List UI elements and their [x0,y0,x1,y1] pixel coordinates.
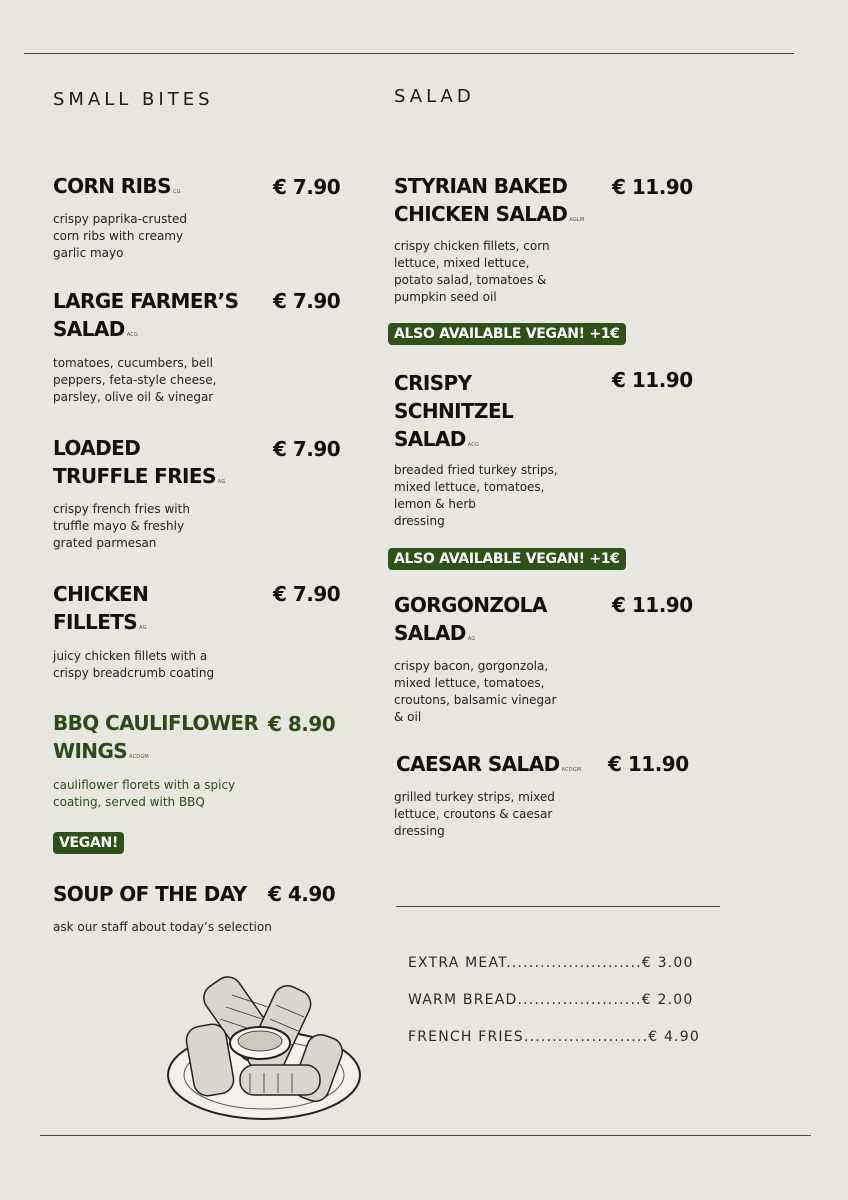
extra-item-meat: EXTRA MEAT........................€ 3.00 [408,955,694,971]
allergen-code: AGLM [569,217,585,223]
extras-divider [396,906,720,907]
price-caesar-salad: € 11.90 [608,752,689,776]
item-name-bbq-cauliflower-wings: BBQ CAULIFLOWER WINGS ACDGM [53,711,259,763]
item-name-loaded-truffle-fries: LOADED TRUFFLE FRIES AG [53,436,226,488]
item-name-large-farmers-salad: LARGE FARMER’S SALAD ACG [53,289,239,341]
vegan-option-badge: ALSO AVAILABLE VEGAN! +1€ [388,323,626,345]
item-name-corn-ribs: CORN RIBS CG [53,174,181,198]
vegan-badge: VEGAN! [53,832,124,854]
allergen-code: AG [217,479,226,485]
allergen-code: ACDGM [561,767,582,773]
price-bbq-cauliflower-wings: € 8.90 [268,712,336,736]
price-gorgonzola-salad: € 11.90 [612,593,693,617]
allergen-code: ACG [126,332,139,338]
desc-chicken-fillets: juicy chicken fillets with a crispy breadcrumb coating [53,649,215,680]
desc-styrian-baked-chicken-salad: crispy chicken fillets, corn lettuce, mixed lettuce, potato salad, tomatoes & pumpkin seed oil [394,239,550,304]
desc-soup-of-the-day: ask our staff about today’s selection [53,920,272,934]
desc-large-farmers-salad: tomatoes, cucumbers, bell peppers, feta-style cheese, parsley, olive oil & vinegar [53,356,217,404]
price-crispy-schnitzel-salad: € 11.90 [612,368,693,392]
cauliflower-wings-plate-illustration [160,955,370,1125]
desc-loaded-truffle-fries: crispy french fries with truffle mayo & freshly grated parmesan [53,502,190,550]
allergen-code: CG [172,189,181,195]
price-soup-of-the-day: € 4.90 [268,882,336,906]
item-name-gorgonzola-salad: GORGONZOLA SALAD AG [394,593,547,645]
item-name-crispy-schnitzel-salad: CRISPY SCHNITZEL SALAD ACG [394,371,514,451]
price-loaded-truffle-fries: € 7.90 [273,437,341,461]
section-title-salad: SALAD [394,86,475,107]
item-name-caesar-salad: CAESAR SALAD ACDGM [396,752,582,776]
bottom-divider [40,1135,811,1136]
allergen-code: AG [139,625,147,631]
item-name-chicken-fillets: CHICKEN FILLETS AG [53,582,149,634]
desc-caesar-salad: grilled turkey strips, mixed lettuce, croutons & caesar dressing [394,790,555,838]
allergen-code: AG [467,636,476,642]
top-divider [24,53,794,54]
desc-bbq-cauliflower-wings: cauliflower florets with a spicy coating, served with BBQ [53,778,236,809]
price-large-farmers-salad: € 7.90 [273,289,341,313]
desc-gorgonzola-salad: crispy bacon, gorgonzola, mixed lettuce, tomatoes, croutons, balsamic vinegar & oil [394,659,557,724]
price-styrian-baked-chicken-salad: € 11.90 [612,175,693,199]
allergen-code: ACDGM [129,754,149,760]
extra-item-bread: WARM BREAD......................€ 2.00 [408,992,694,1008]
item-name-styrian-baked-chicken-salad: STYRIAN BAKED CHICKEN SALAD AGLM [394,174,585,226]
allergen-code: ACG [467,442,480,448]
item-name-soup-of-the-day: SOUP OF THE DAY [53,882,247,906]
price-corn-ribs: € 7.90 [273,175,341,199]
section-title-small-bites: SMALL BITES [53,89,214,110]
extra-item-fries: FRENCH FRIES......................€ 4.90 [408,1029,700,1045]
desc-crispy-schnitzel-salad: breaded fried turkey strips, mixed lettuce, tomatoes, lemon & herb dressing [394,463,558,528]
price-chicken-fillets: € 7.90 [273,582,341,606]
desc-corn-ribs: crispy paprika-crusted corn ribs with creamy garlic mayo [53,212,188,260]
vegan-option-badge: ALSO AVAILABLE VEGAN! +1€ [388,548,626,570]
